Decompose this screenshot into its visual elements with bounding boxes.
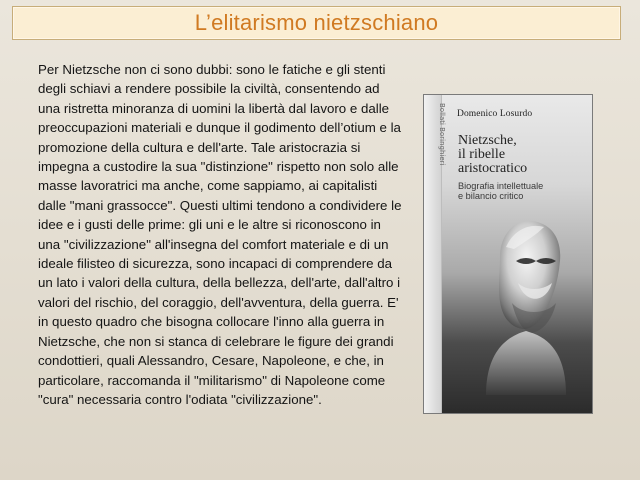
book-title-line-1: Nietzsche,	[458, 133, 517, 148]
book-subtitle	[458, 181, 543, 201]
book-title-line-2: il ribelle	[458, 147, 506, 162]
slide-body-text: Per Nietzsche non ci sono dubbi: sono le fatiche e gli stenti degli schiavi a rendere possibile la civiltà, consentendo ad una ristretta minoranza di uomini la libertà dal lavoro e dalle preoccupazioni materiali e dunque il godimento dell’otium e la promozione della cultura e dell'arte. Tale aristocrazia si impegna a custodire la sua "distinzione" rispetto non solo alle masse lavoratrici ma anche, come sappiamo, ai capitalisti dalle "mani grassocce". Questi ultimi tendono a condividere le idee e i gusti delle prime: gli uni e le altre si riconoscono in una "civilizzazione" all'insegna del comfort materiale e di un ideale filisteo di sicurezza, sono incapaci di comprendere da un lato i valori della cultura, della bellezza, dell'arte, dall'altro i valori del rischio, del coraggio, dell'avventura, della guerra. E' in questo quadro che bisogna collocare l'inno alla guerra in Nietzsche, che non si stanca di celebrare le figure dei grandi condottieri, quali Alessandro, Cesare, Napoleone, e che, in particolare, raccomanda il "militarismo" di Napoleone come "cura" necessaria contro l'odiata "civilizzazione".	[38, 62, 402, 407]
slide-title: L’elitarismo nietzschiano	[194, 10, 439, 35]
book-spine-text: Bollati Boringhieri	[438, 103, 446, 166]
book-cover-image	[423, 94, 593, 414]
book-subtitle-line-2: e bilancio critico	[458, 191, 524, 201]
book-author: Domenico Losurdo	[457, 109, 533, 119]
book-subtitle-line-1: Biografia intellettuale	[458, 181, 544, 191]
slide-title-box	[12, 6, 621, 40]
book-spine	[424, 95, 446, 413]
book-title	[458, 134, 527, 176]
statue-head-image	[466, 205, 586, 405]
book-title-line-3: aristocratico	[458, 161, 528, 176]
